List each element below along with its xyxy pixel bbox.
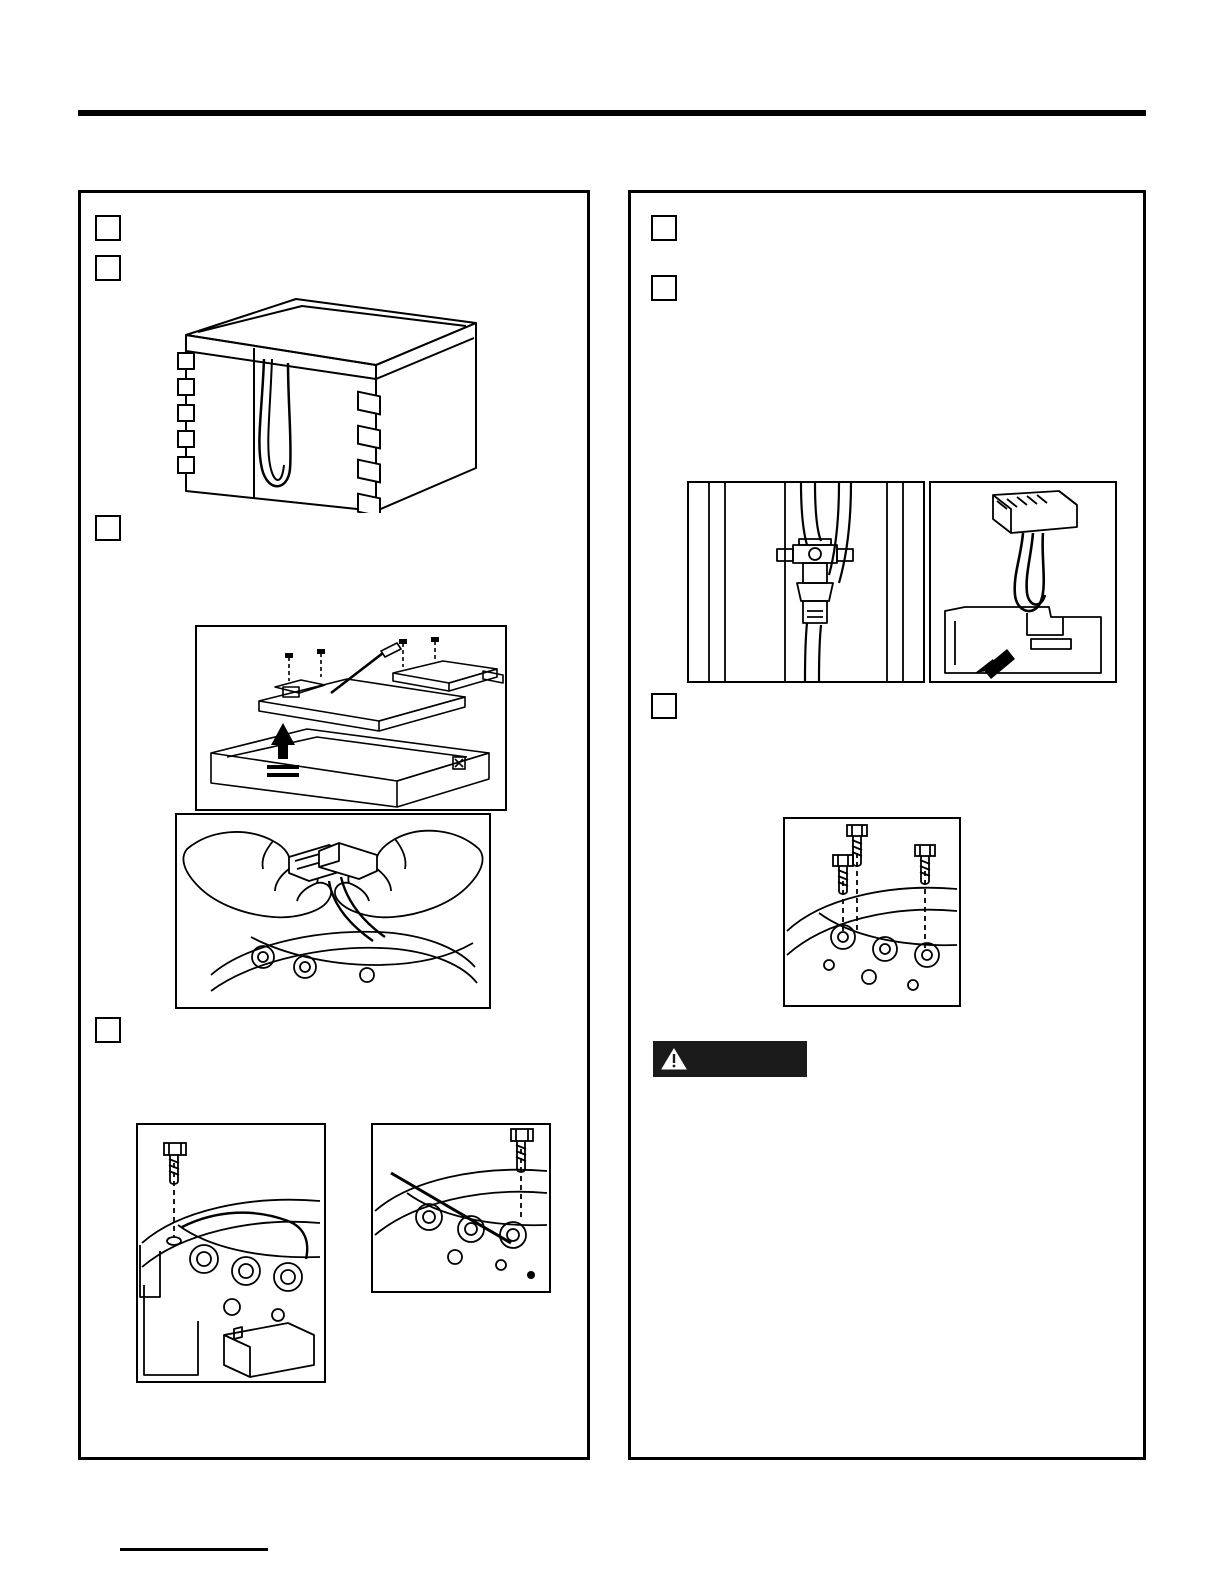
step-checkbox-1[interactable] [95, 215, 121, 241]
figure-hands-connector [175, 813, 491, 1009]
step-checkbox-3[interactable] [95, 515, 121, 541]
figure-harness-plug [929, 481, 1117, 683]
warning-triangle-icon [661, 1047, 687, 1071]
step-checkbox-6[interactable] [651, 275, 677, 301]
step-7-label [631, 193, 632, 194]
figure-water-valve [687, 481, 925, 683]
header-rule [78, 110, 1146, 116]
figure-cabinet-rear [176, 293, 506, 513]
step-checkbox-4[interactable] [95, 1017, 121, 1043]
footer-rule [120, 1548, 268, 1551]
right-instruction-column [628, 190, 1146, 1460]
step-checkbox-7[interactable] [651, 693, 677, 719]
left-instruction-column [78, 190, 590, 1460]
figure-base-screw-right [371, 1123, 551, 1293]
step-checkbox-2[interactable] [95, 255, 121, 281]
figure-hinge-exploded [195, 625, 507, 811]
step-checkbox-5[interactable] [651, 215, 677, 241]
figure-base-screw-left [136, 1123, 326, 1383]
warning-banner [653, 1041, 807, 1077]
figure-three-screws [783, 817, 961, 1007]
step-4-label [81, 193, 82, 194]
